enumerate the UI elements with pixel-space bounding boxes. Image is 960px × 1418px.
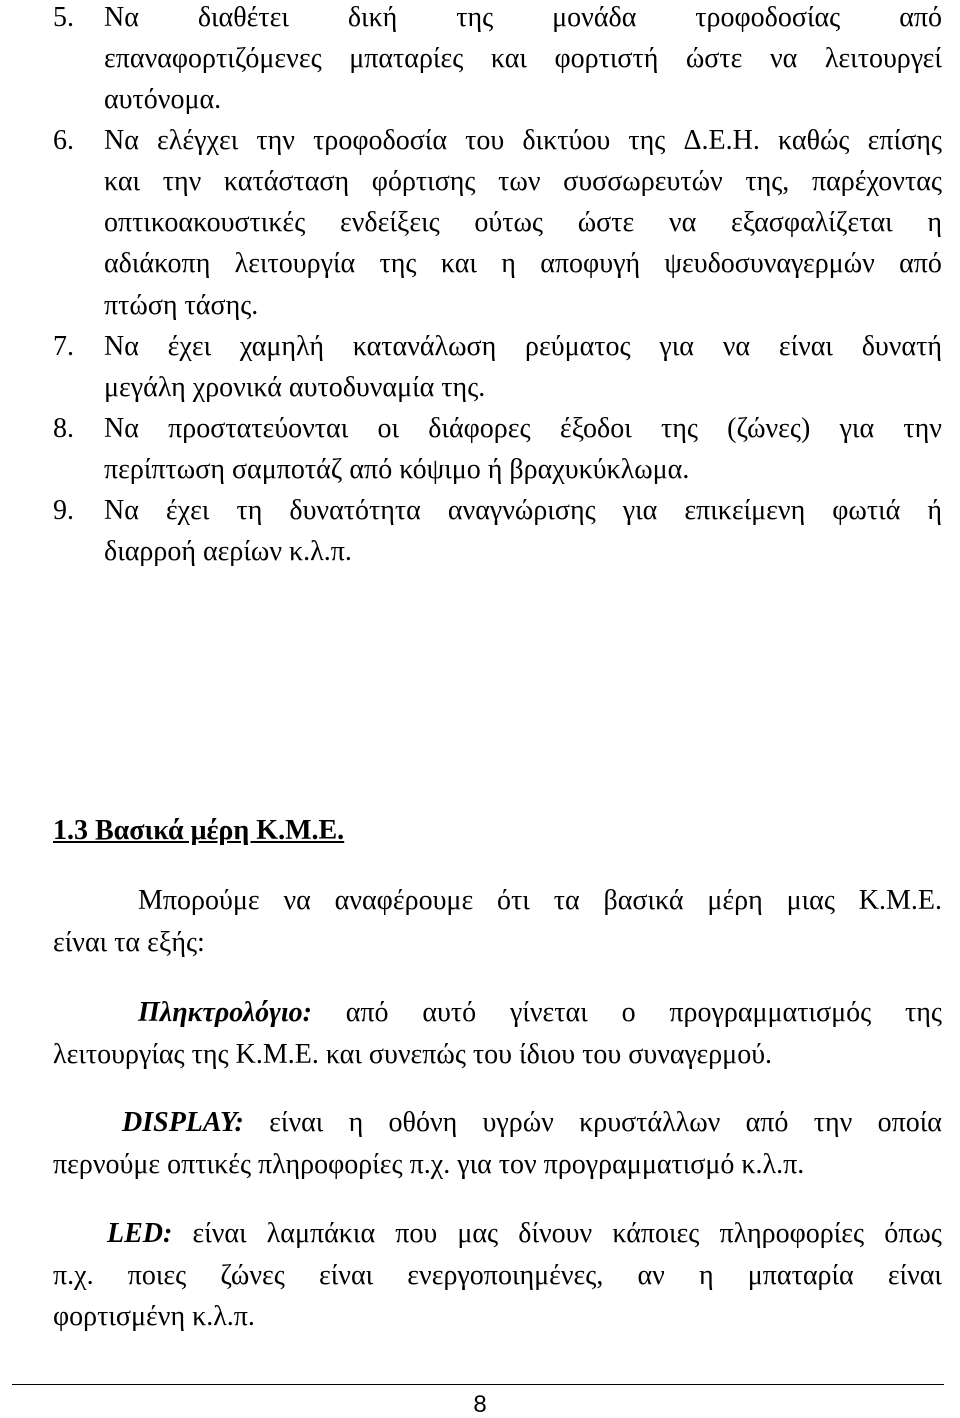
word: λειτουργεί: [824, 43, 942, 74]
word: γίνεται: [509, 997, 588, 1028]
word: του: [465, 125, 505, 156]
word: από: [899, 248, 942, 279]
word: η: [927, 207, 942, 238]
word: μιας: [786, 885, 835, 916]
word: ή: [927, 495, 942, 526]
word: κατάσταση: [223, 166, 350, 197]
item-9-line-1: [104, 497, 942, 525]
word: αυτό: [422, 997, 477, 1028]
word: είναι: [192, 1218, 247, 1249]
word: λαμπάκια: [266, 1218, 376, 1249]
item-9-line-2: διαρροή αερίων κ.λ.π.: [104, 536, 352, 567]
section-heading: 1.3 Βασικά μέρη Κ.Μ.Ε.: [53, 815, 345, 846]
word: είναι: [319, 1260, 374, 1291]
item-6-line-4: [104, 250, 942, 278]
word: ώστε: [577, 207, 635, 238]
word: ενεργοποιημένες,: [407, 1260, 604, 1291]
item-7-line-2: μεγάλη χρονικά αυτοδυναμία της.: [104, 372, 486, 403]
word: φωτιά: [832, 495, 901, 526]
keyboard-term: Πληκτρολόγιο:: [138, 997, 312, 1028]
word: Να: [104, 495, 139, 526]
item-5-line-3: αυτόνομα.: [104, 84, 222, 115]
list-number-5: 5.: [53, 2, 74, 33]
word: κρυστάλλων: [579, 1107, 721, 1138]
display-term: DISPLAY:: [122, 1107, 244, 1138]
word: έξοδοι: [559, 413, 632, 444]
word: ζώνες: [220, 1260, 285, 1291]
intro-line-2: είναι τα εξής:: [53, 927, 205, 958]
display-line-2: περνούμε οπτικές πληροφορίες π.χ. για τον προγραμματισμό κ.λ.π.: [53, 1149, 805, 1180]
list-number-6: 6.: [53, 125, 74, 156]
word: Να: [104, 331, 139, 362]
word: Δ.Ε.Η.: [683, 125, 760, 156]
word: αναγνώρισης: [447, 495, 596, 526]
word: Να: [104, 2, 139, 33]
word: τροφοδοσία: [313, 125, 447, 156]
word: κάποιες: [612, 1218, 700, 1249]
word: ελέγχει: [157, 125, 239, 156]
word: για: [839, 413, 875, 444]
led-line-2: [53, 1262, 942, 1290]
word: φόρτισης: [371, 166, 476, 197]
word: ρεύματος: [525, 331, 631, 362]
word: είναι: [887, 1260, 942, 1291]
item-8-line-2: περίπτωση σαμποτάζ από κόψιμο ή βραχυκύκλωμα.: [104, 454, 690, 485]
word: μονάδα: [552, 2, 637, 33]
word: πληροφορίες: [719, 1218, 865, 1249]
item-6-line-1: [104, 127, 942, 155]
display-line-1: [122, 1109, 942, 1137]
word: ο: [621, 997, 636, 1028]
item-6-line-5: πτώση τάσης.: [104, 290, 259, 321]
word: Να: [104, 125, 139, 156]
word: μπαταρίες: [349, 43, 464, 74]
word: όπως: [884, 1218, 942, 1249]
word: συσσωρευτών: [563, 166, 723, 197]
word: από: [899, 2, 942, 33]
word: επαναφορτιζόμενες: [104, 43, 322, 74]
item-8-line-1: [104, 415, 942, 443]
list-number-9: 9.: [53, 495, 74, 526]
word: την: [256, 125, 295, 156]
word: προστατεύονται: [168, 413, 349, 444]
word: οπτικοακουστικές: [104, 207, 306, 238]
word: την: [813, 1107, 853, 1138]
word: τα: [553, 885, 580, 916]
word: βασικά: [603, 885, 684, 916]
word: να: [722, 331, 751, 362]
word: προγραμματισμός: [669, 997, 872, 1028]
keyboard-line-1: [138, 999, 942, 1027]
word: οθόνη: [388, 1107, 458, 1138]
word: διάφορες: [428, 413, 531, 444]
word: για: [659, 331, 694, 362]
word: δίνουν: [518, 1218, 593, 1249]
word: της: [628, 125, 666, 156]
word: της: [660, 413, 698, 444]
word: την: [903, 413, 942, 444]
word: λειτουργία: [234, 248, 356, 279]
list-number-7: 7.: [53, 331, 74, 362]
word: ότι: [497, 885, 530, 916]
word: δικτύου: [522, 125, 611, 156]
word: χαμηλή: [239, 331, 324, 362]
word: της: [379, 248, 417, 279]
word: των: [498, 166, 541, 197]
word: να: [769, 43, 798, 74]
keyboard-line-2: λειτουργίας της Κ.Μ.Ε. και συνεπώς του ίδιου του συναγερμού.: [53, 1039, 773, 1070]
word: π.χ.: [53, 1260, 94, 1291]
word: φορτιστή: [554, 43, 659, 74]
word: Κ.Μ.Ε.: [858, 885, 942, 916]
word: από: [345, 997, 389, 1028]
word: της: [456, 2, 494, 33]
word: ώστε: [685, 43, 743, 74]
word: μπαταρία: [747, 1260, 854, 1291]
word: δυνατή: [861, 331, 942, 362]
word: έχει: [167, 331, 212, 362]
word: αναφέρουμε: [334, 885, 474, 916]
word: που: [395, 1218, 438, 1249]
word: και: [490, 43, 527, 74]
word: αποφυγή: [540, 248, 641, 279]
word: οποία: [877, 1107, 942, 1138]
word: Να: [104, 413, 139, 444]
word: είναι: [269, 1107, 324, 1138]
word: επικείμενη: [684, 495, 806, 526]
word: η: [698, 1260, 714, 1291]
item-5-line-2: [104, 45, 942, 73]
word: να: [283, 885, 311, 916]
word: αδιάκοπη: [104, 248, 211, 279]
word: δική: [347, 2, 398, 33]
word: η: [501, 248, 516, 279]
word: είναι: [778, 331, 833, 362]
word: (ζώνες): [727, 413, 811, 444]
item-7-line-1: [104, 333, 942, 361]
word: τη: [236, 495, 263, 526]
word: την: [162, 166, 202, 197]
word: να: [668, 207, 697, 238]
word: οι: [377, 413, 399, 444]
word: της: [905, 997, 942, 1028]
word: δυνατότητα: [289, 495, 421, 526]
word: ούτως: [474, 207, 544, 238]
item-6-line-2: [104, 168, 942, 196]
word: από: [745, 1107, 789, 1138]
word: διαθέτει: [197, 2, 289, 33]
footer-divider: [12, 1384, 944, 1385]
word: ενδείξεις: [339, 207, 440, 238]
led-line-3: φορτισμένη κ.λ.π.: [53, 1301, 255, 1332]
word: και: [440, 248, 477, 279]
word: καθώς: [778, 125, 850, 156]
page-number: 8: [473, 1391, 487, 1418]
word: τροφοδοσίας: [695, 2, 841, 33]
word: αν: [637, 1260, 665, 1291]
led-term: LED:: [107, 1218, 173, 1249]
word: υγρών: [482, 1107, 554, 1138]
intro-line-1: [138, 887, 942, 915]
word: για: [622, 495, 658, 526]
list-number-8: 8.: [53, 413, 74, 444]
word: μας: [457, 1218, 499, 1249]
word: και: [104, 166, 141, 197]
led-line-1: [107, 1220, 942, 1248]
word: μέρη: [707, 885, 763, 916]
word: ποιες: [127, 1260, 187, 1291]
item-6-line-3: [104, 209, 942, 237]
word: κατανάλωση: [352, 331, 497, 362]
word: παρέχοντας: [811, 166, 942, 197]
word: εξασφαλίζεται: [730, 207, 893, 238]
word: Μπορούμε: [138, 885, 260, 916]
item-5-line-1: [104, 4, 942, 32]
word: έχει: [165, 495, 210, 526]
word: επίσης: [867, 125, 942, 156]
word: η: [348, 1107, 364, 1138]
word: ψευδοσυναγερμών: [664, 248, 875, 279]
word: της,: [745, 166, 790, 197]
